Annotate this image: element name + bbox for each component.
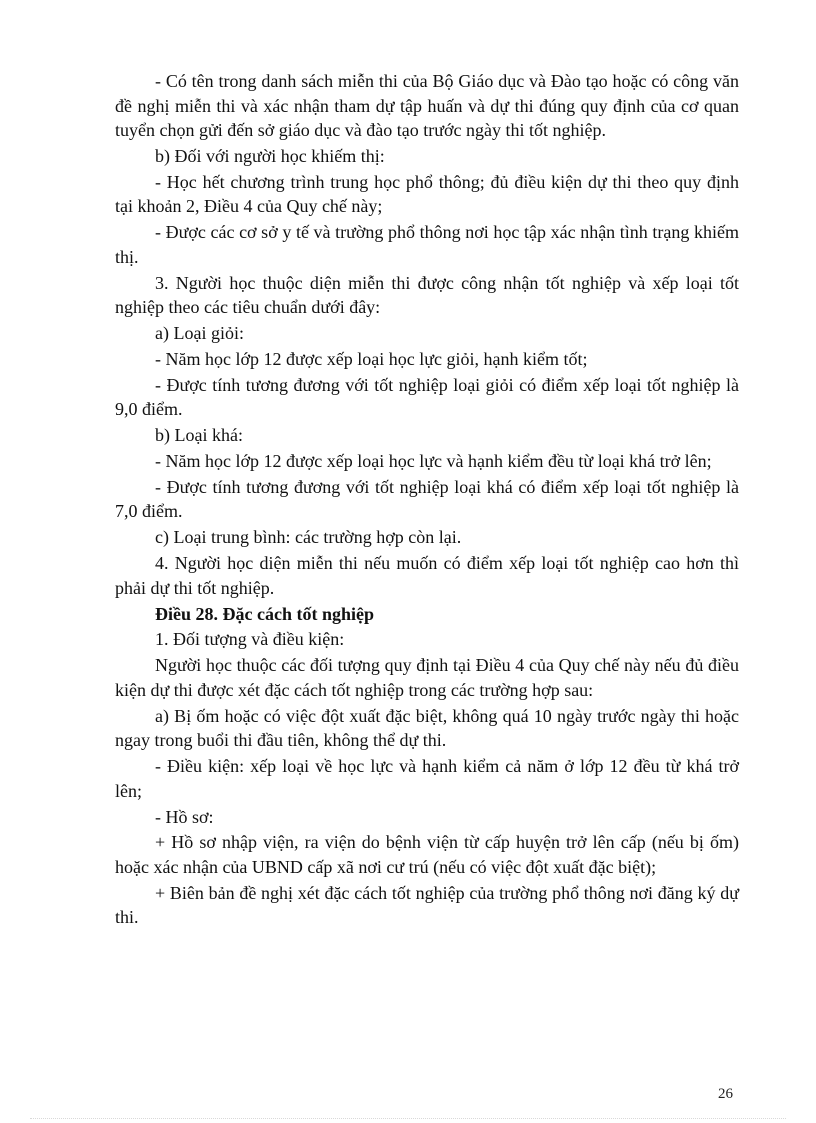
paragraph-excellent-condition: - Năm học lớp 12 được xếp loại học lực giỏi, hạnh kiểm tốt; — [155, 348, 588, 369]
paragraph-condition: - Điều kiện: xếp loại về học lực và hạnh kiểm cả năm ở lớp 12 đều từ khá trở lên; — [115, 756, 739, 801]
page-bottom-divider — [30, 1118, 786, 1119]
paragraph-grade-excellent: a) Loại giỏi: — [155, 322, 244, 343]
paragraph-excellent-equivalent: - Được tính tương đương với tốt nghiệp loại giỏi có điểm xếp loại tốt nghiệp là 9,0 điểm. — [115, 374, 739, 420]
paragraph-visually-impaired-program: - Học hết chương trình trung học phổ thông; đủ điều kiện dự thi theo quy định tại khoản 2, Điều 4 của Quy chế này; — [115, 171, 739, 217]
paragraph-good-equivalent: - Được tính tương đương với tốt nghiệp loại khá có điểm xếp loại tốt nghiệp là 7,0 điểm. — [115, 476, 739, 522]
paragraph-eligibility: Người học thuộc các đối tượng quy định tại Điều 4 của Quy chế này nếu đủ điều kiện dự thi được xét đặc cách tốt nghiệp trong các trường hợp sau: — [115, 655, 739, 700]
paragraph-documents-heading: - Hồ sơ: — [155, 806, 214, 827]
paragraph-subjects-conditions: 1. Đối tượng và điều kiện: — [155, 629, 345, 650]
article-28-heading: Điều 28. Đặc cách tốt nghiệp — [155, 603, 374, 624]
paragraph-grade-good: b) Loại khá: — [155, 425, 243, 446]
paragraph-school-proposal: + Biên bản đề nghị xét đặc cách tốt nghiệp của trường phổ thông nơi đăng ký dự thi. — [115, 882, 739, 928]
paragraph-clause-3: 3. Người học thuộc diện miễn thi được công nhận tốt nghiệp và xếp loại tốt nghiệp theo các tiêu chuẩn dưới đây: — [115, 272, 739, 318]
paragraph-clause-4: 4. Người học diện miễn thi nếu muốn có điểm xếp loại tốt nghiệp cao hơn thì phải dự thi tốt nghiệp. — [115, 553, 739, 598]
document-body — [115, 69, 739, 931]
paragraph-grade-average: c) Loại trung bình: các trường hợp còn lại. — [155, 527, 462, 548]
paragraph-hospital-records: + Hồ sơ nhập viện, ra viện do bệnh viện từ cấp huyện trở lên cấp (nếu bị ốm) hoặc xác nhận của UBND cấp xã nơi cư trú (nếu có việc đột xuất đặc biệt); — [115, 832, 739, 877]
paragraph-visually-impaired-confirmation: - Được các cơ sở y tế và trường phổ thông nơi học tập xác nhận tình trạng khiếm thị. — [115, 222, 739, 267]
paragraph-visually-impaired-heading: b) Đối với người học khiếm thị: — [155, 145, 385, 166]
paragraph-case-a: a) Bị ốm hoặc có việc đột xuất đặc biệt, không quá 10 ngày trước ngày thi hoặc ngay trong buổi thi đầu tiên, không thể dự thi. — [115, 705, 739, 751]
paragraph-good-condition: - Năm học lớp 12 được xếp loại học lực và hạnh kiểm đều từ loại khá trở lên; — [155, 451, 712, 472]
page-number: 26 — [718, 1086, 733, 1102]
paragraph-exemption-list: - Có tên trong danh sách miễn thi của Bộ Giáo dục và Đào tạo hoặc có công văn đề nghị miễn thi và xác nhận tham dự tập huấn và dự thi đúng quy định của cơ quan tuyển chọn gửi đến sở giáo dục và đào tạo trước ngày thi tốt nghiệp. — [115, 71, 739, 140]
